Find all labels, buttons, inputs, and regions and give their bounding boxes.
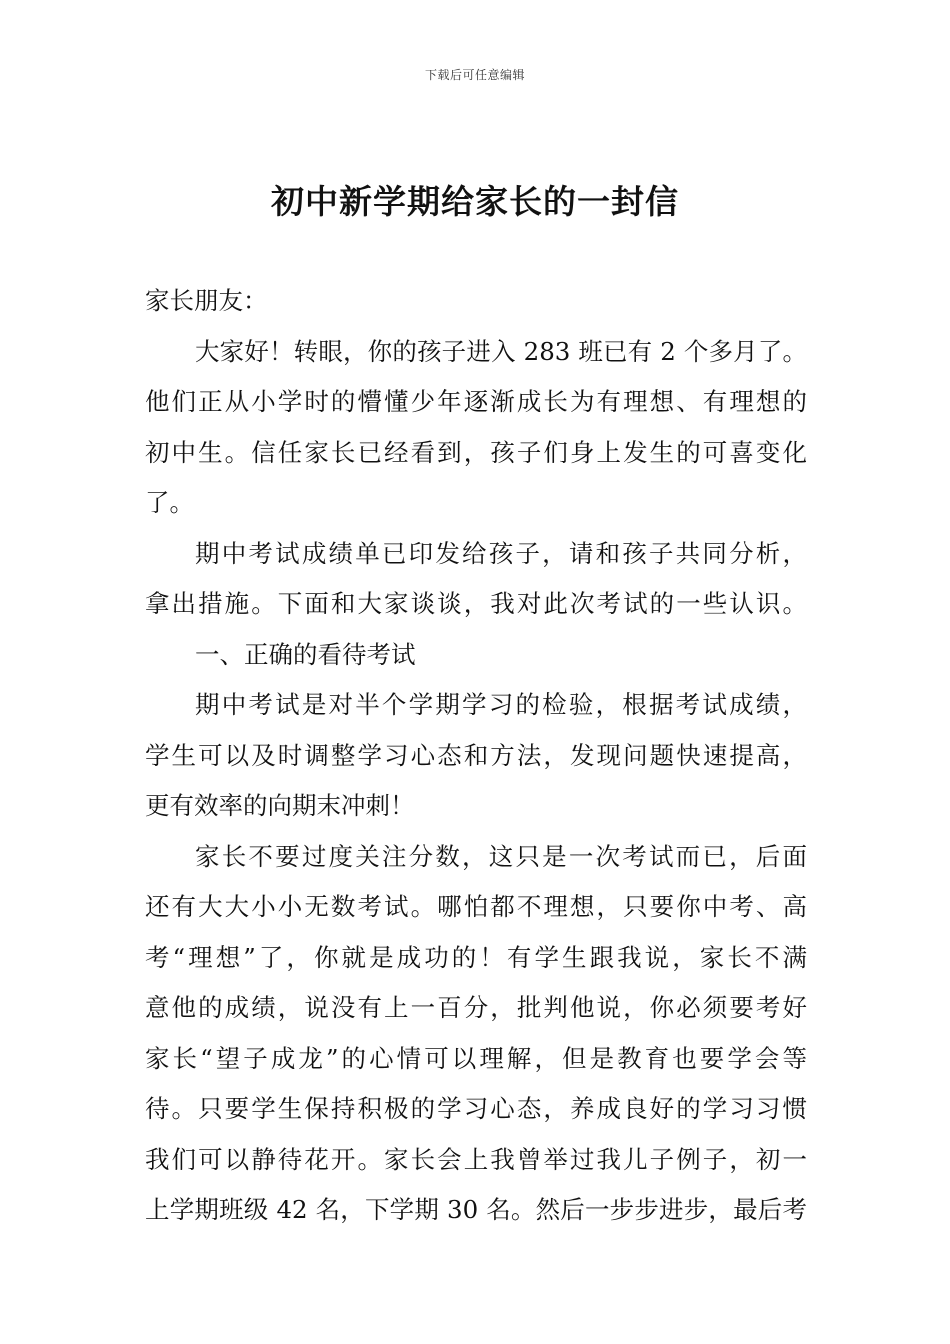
document-title: 初中新学期给家长的一封信	[271, 182, 679, 221]
text-line: 一、正确的看待考试	[195, 639, 416, 669]
text-line: 家长朋友：	[145, 286, 268, 315]
text-line: 我们可以静待花开。家长会上我曾举过我儿子例子，初一	[145, 1144, 807, 1174]
text-line: 家长“望子成龙”的心情可以理解，但是教育也要学会等	[145, 1043, 807, 1073]
text-line: 上学期班级 42 名，下学期 30 名。然后一步步进步，最后考	[145, 1195, 807, 1224]
text-line: 拿出措施。下面和大家谈谈，我对此次考试的一些认识。	[145, 589, 807, 618]
text-line: 了。	[145, 488, 194, 517]
text-line: 意他的成绩，说没有上一百分，批判他说，你必须要考好	[145, 993, 807, 1022]
text-line: 初中生。信任家长已经看到，孩子们身上发生的可喜变化	[145, 437, 807, 467]
text-line: 他们正从小学时的懵懂少年逐渐成长为有理想、有理想的	[145, 387, 807, 416]
text-line: 考“理想”了，你就是成功的！有学生跟我说，家长不满	[145, 942, 807, 972]
text-line: 待。只要学生保持积极的学习心态，养成良好的学习习惯	[145, 1094, 807, 1123]
header-note: 下载后可任意编辑	[424, 68, 525, 82]
text-line: 更有效率的向期末冲刺！	[145, 791, 415, 820]
text-line: 期中考试成绩单已印发给孩子，请和孩子共同分析，	[195, 538, 807, 568]
text-line: 还有大大小小无数考试。哪怕都不理想，只要你中考、高	[145, 892, 807, 921]
text-line: 期中考试是对半个学期学习的检验，根据考试成绩，	[195, 690, 807, 719]
text-line: 大家好！转眼，你的孩子进入 283 班已有 2 个多月了。	[195, 336, 807, 366]
text-line: 家长不要过度关注分数，这只是一次考试而已，后面	[195, 841, 807, 871]
text-line: 学生可以及时调整学习心态和方法，发现问题快速提高，	[145, 740, 807, 770]
document-body	[145, 276, 807, 1236]
